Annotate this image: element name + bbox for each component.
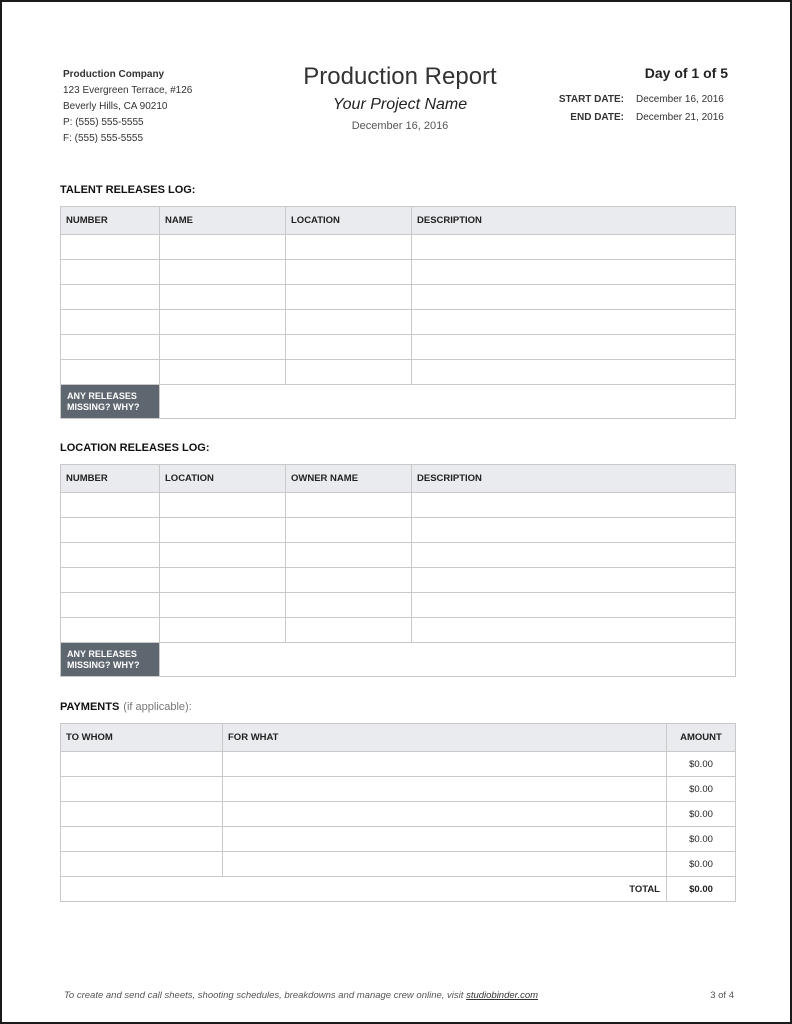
table-header-row — [61, 724, 736, 752]
amount-cell[interactable]: $0.00 — [667, 752, 736, 777]
total-row — [61, 877, 736, 902]
table-cell[interactable] — [61, 493, 160, 518]
table-row[interactable] — [61, 568, 736, 593]
footer-note — [64, 990, 538, 1001]
col-header-location: LOCATION — [160, 465, 286, 493]
table-cell[interactable] — [61, 518, 160, 543]
table-cell[interactable] — [412, 493, 736, 518]
table-cell[interactable] — [286, 335, 412, 360]
missing-releases-label: ANY RELEASES MISSING? WHY? — [61, 643, 160, 677]
table-row[interactable] — [61, 310, 736, 335]
report-date: December 16, 2016 — [351, 120, 449, 132]
table-row[interactable] — [61, 260, 736, 285]
table-cell[interactable] — [61, 852, 223, 877]
company-address-line2: Beverly Hills, CA 90210 — [63, 101, 168, 112]
table-cell[interactable] — [61, 235, 160, 260]
table-cell[interactable] — [286, 493, 412, 518]
table-cell[interactable] — [160, 543, 286, 568]
footer-text: To create and send call sheets, shooting schedules, breakdowns and manage crew online, visit — [64, 990, 464, 1001]
table-cell[interactable] — [223, 752, 667, 777]
table-cell[interactable] — [412, 335, 736, 360]
company-name: Production Company — [63, 69, 165, 80]
table-cell[interactable] — [61, 568, 160, 593]
table-cell[interactable] — [61, 618, 160, 643]
payments-table — [60, 723, 736, 902]
col-header-for-what: FOR WHAT — [223, 724, 667, 752]
table-cell[interactable] — [61, 777, 223, 802]
table-cell[interactable] — [223, 827, 667, 852]
col-header-description: DESCRIPTION — [412, 207, 736, 235]
table-cell[interactable] — [286, 235, 412, 260]
table-cell[interactable] — [412, 260, 736, 285]
start-date-row — [554, 91, 728, 109]
table-cell[interactable] — [412, 568, 736, 593]
payments-subtitle: (if applicable): — [123, 701, 192, 713]
location-releases-table — [60, 464, 736, 677]
table-row[interactable] — [61, 360, 736, 385]
missing-releases-field[interactable] — [160, 643, 736, 677]
table-row[interactable] — [61, 593, 736, 618]
studiobinder-link[interactable]: studiobinder.com — [466, 990, 539, 1001]
amount-cell[interactable]: $0.00 — [667, 827, 736, 852]
table-cell[interactable] — [286, 310, 412, 335]
table-row[interactable] — [61, 827, 736, 852]
company-info — [63, 67, 192, 147]
page-number: 3 of 4 — [710, 990, 734, 1001]
table-row[interactable] — [61, 235, 736, 260]
table-cell[interactable] — [61, 802, 223, 827]
amount-cell[interactable]: $0.00 — [667, 852, 736, 877]
location-section-title: LOCATION RELEASES LOG: — [60, 442, 210, 454]
table-cell[interactable] — [286, 518, 412, 543]
day-of-counter: Day of 1 of 5 — [644, 65, 728, 81]
report-heading — [252, 62, 548, 132]
table-cell[interactable] — [223, 802, 667, 827]
col-header-owner-name: OWNER NAME — [286, 465, 412, 493]
table-cell[interactable] — [160, 568, 286, 593]
col-header-name: NAME — [160, 207, 286, 235]
table-row[interactable] — [61, 543, 736, 568]
table-row[interactable] — [61, 518, 736, 543]
table-cell[interactable] — [286, 285, 412, 310]
table-cell[interactable] — [412, 618, 736, 643]
table-row[interactable] — [61, 335, 736, 360]
table-cell[interactable] — [286, 568, 412, 593]
table-cell[interactable] — [223, 777, 667, 802]
table-cell[interactable] — [61, 543, 160, 568]
missing-releases-field[interactable] — [160, 385, 736, 419]
missing-releases-row — [61, 643, 736, 677]
start-date-value: December 16, 2016 — [636, 94, 724, 105]
project-name: Your Project Name — [332, 96, 468, 113]
table-cell[interactable] — [286, 593, 412, 618]
end-date-value: December 21, 2016 — [636, 112, 724, 123]
table-header-row — [61, 207, 736, 235]
table-cell[interactable] — [286, 618, 412, 643]
table-cell[interactable] — [160, 618, 286, 643]
report-title: Production Report — [303, 63, 497, 90]
table-cell[interactable] — [61, 593, 160, 618]
missing-releases-row — [61, 385, 736, 419]
table-cell[interactable] — [412, 285, 736, 310]
table-row[interactable] — [61, 285, 736, 310]
table-cell[interactable] — [61, 360, 160, 385]
talent-section-title: TALENT RELEASES LOG: — [60, 184, 196, 196]
table-cell[interactable] — [160, 360, 286, 385]
table-cell[interactable] — [160, 285, 286, 310]
total-label: TOTAL — [61, 877, 667, 902]
col-header-number: NUMBER — [61, 207, 160, 235]
table-row[interactable] — [61, 752, 736, 777]
payments-section-title — [60, 701, 192, 713]
col-header-location: LOCATION — [286, 207, 412, 235]
company-phone: P: (555) 555-5555 — [63, 117, 144, 128]
table-row[interactable] — [61, 777, 736, 802]
company-address-line1: 123 Evergreen Terrace, #126 — [63, 85, 193, 96]
table-cell[interactable] — [160, 310, 286, 335]
table-cell[interactable] — [412, 310, 736, 335]
table-cell[interactable] — [61, 752, 223, 777]
start-date-label: START DATE: — [558, 94, 624, 105]
table-cell[interactable] — [61, 310, 160, 335]
total-value: $0.00 — [667, 877, 736, 902]
table-header-row — [61, 465, 736, 493]
table-cell[interactable] — [412, 543, 736, 568]
table-row[interactable] — [61, 493, 736, 518]
missing-releases-label: ANY RELEASES MISSING? WHY? — [61, 385, 160, 419]
table-cell[interactable] — [160, 260, 286, 285]
table-row[interactable] — [61, 852, 736, 877]
col-header-number: NUMBER — [61, 465, 160, 493]
end-date-row — [554, 109, 728, 127]
amount-cell[interactable]: $0.00 — [667, 777, 736, 802]
table-cell[interactable] — [286, 260, 412, 285]
payments-title: PAYMENTS — [60, 701, 120, 713]
end-date-label: END DATE: — [570, 112, 624, 123]
col-header-to-whom: TO WHOM — [61, 724, 223, 752]
company-fax: F: (555) 555-5555 — [63, 133, 144, 144]
table-cell[interactable] — [412, 518, 736, 543]
table-cell[interactable] — [61, 285, 160, 310]
table-cell[interactable] — [412, 235, 736, 260]
table-cell[interactable] — [160, 235, 286, 260]
table-cell[interactable] — [61, 827, 223, 852]
table-cell[interactable] — [160, 493, 286, 518]
table-cell[interactable] — [160, 335, 286, 360]
table-row[interactable] — [61, 802, 736, 827]
col-header-description: DESCRIPTION — [412, 465, 736, 493]
table-row[interactable] — [61, 618, 736, 643]
table-cell[interactable] — [412, 360, 736, 385]
table-cell[interactable] — [160, 593, 286, 618]
amount-cell[interactable]: $0.00 — [667, 802, 736, 827]
table-cell[interactable] — [61, 335, 160, 360]
table-cell[interactable] — [286, 543, 412, 568]
table-cell[interactable] — [412, 593, 736, 618]
table-cell[interactable] — [286, 360, 412, 385]
table-cell[interactable] — [223, 852, 667, 877]
schedule-info — [554, 65, 728, 127]
talent-releases-table — [60, 206, 736, 419]
table-cell[interactable] — [160, 518, 286, 543]
table-cell[interactable] — [61, 260, 160, 285]
col-header-amount: AMOUNT — [667, 724, 736, 752]
